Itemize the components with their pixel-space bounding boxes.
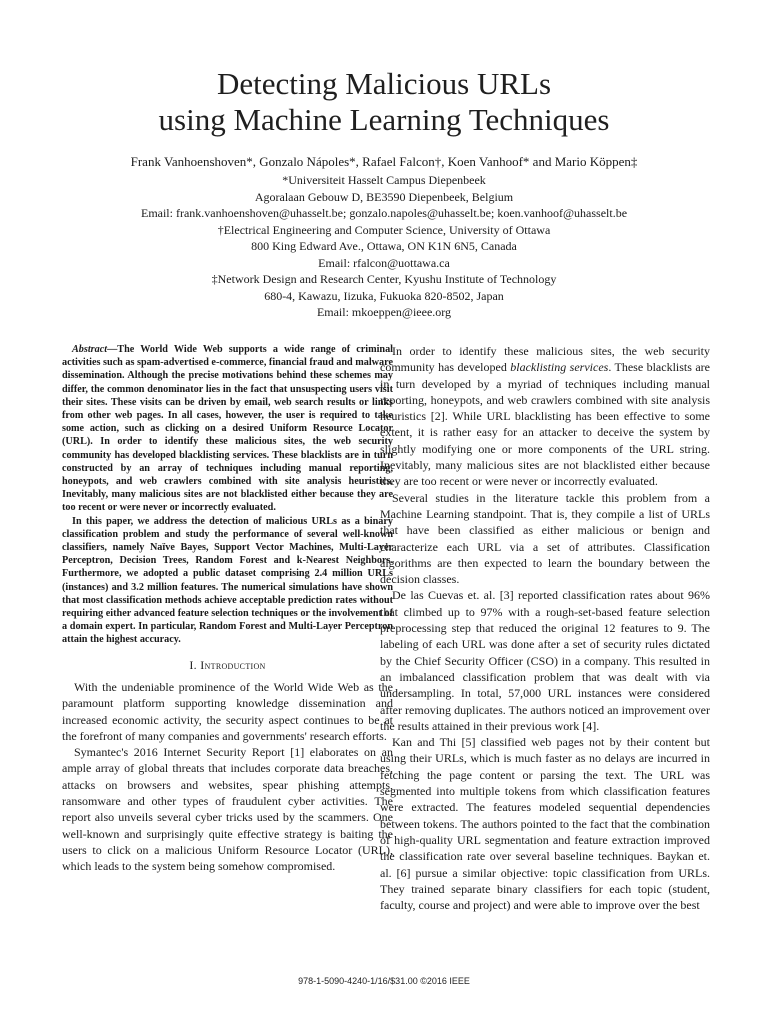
affiliation-line: 680-4, Kawazu, Iizuka, Fukuoka 820-8502, Japan [264, 288, 504, 303]
title-line-2: using Machine Learning Techniques [158, 102, 610, 137]
abstract-paragraph-1 [62, 343, 393, 515]
affiliation-email: Email: frank.vanhoenshoven@uhasselt.be; gonzalo.napoles@uhasselt.be; koen.vanhoof@uhasselt.be [140, 206, 628, 220]
abstract-paragraph-2: In this paper, we address the detection of malicious URLs as a binary classification problem and study the performance of several well-known classifiers, namely Naïve Bayes, Support Vector Machines, Multi-Layer Perceptron, Decision Trees, Random Forest and k-Nearest Neighbors. Furthermore, we adopted a public dataset comprising 2.4 million URLs (instances) and 3.2 million features. The numerical simulations have shown that most classification methods achieve acceptable prediction rates without requiring either advanced feature selection techniques or the involvement of a domain expert. In particular, Random Forest and Multi-Layer Perceptron attain the highest accuracy. [62, 515, 393, 646]
abstract-label: Abstract [72, 344, 108, 355]
body-text: . These blacklists are in turn developed by a myriad of techniques including manual reporting, honeypots, and web crawlers combined with site analysis heuristics [2]. While URL blacklisting has been effective to some extent, it is rather easy for an attacker to deceive the system by slightly modifying one or more components of the URL string. Inevitably, many malicious sites are not blacklisted either because they are too recent or were never or incorrectly evaluated. [380, 360, 710, 489]
affiliation-line: ‡Network Design and Research Center, Kyushu Institute of Technology [211, 272, 557, 286]
body-paragraph: Kan and Thi [5] classified web pages not by their content but using their URLs, which is much faster as no delays are incurred in fetching the page content or parsing the text. The URL was segmented into multiple tokens from which classification features were extracted. The features modeled sequential dependencies between tokens. The authors pointed to the fact that the combination of high-quality URL segmentation and feature extraction improved the classification rate over several baseline techniques. Baykan et. al. [6] pursue a similar objective: topic classification from URLs. They trained separate binary classifiers for each topic (student, faculty, course and project) and were able to improve over the best [380, 735, 710, 913]
body-paragraph: De las Cuevas et. al. [3] reported classification rates about 96% that climbed up to 97% with a rough-set-based feature selection preprocessing step that reduced the original 12 features to 9. The labeling of each URL was done after a set of security rules dictated by the Chief Security Officer (CSO) in a company. This resulted in an imbalanced classification problem that was dealt with via undersampling. In total, 57,000 URL instances were considered after removing duplicates. The authors noticed an improvement over the results attained in their previous work [4]. [380, 588, 710, 733]
body-text: In order to identify these malicious sites, the web security community has developed [380, 344, 710, 375]
left-column [62, 343, 393, 875]
affiliations [0, 172, 768, 321]
affiliation-line: *Universiteit Hasselt Campus Diepenbeek [282, 173, 486, 187]
abstract [62, 343, 393, 647]
title-line-1: Detecting Malicious URLs [216, 66, 552, 101]
section-heading-introduction: I. Introduction [189, 657, 266, 672]
affiliation-line: 800 King Edward Ave., Ottawa, ON K1N 6N5, Canada [251, 239, 517, 253]
body-paragraph: Several studies in the literature tackle this problem from a Machine Learning standpoint. That is, they compile a list of URLs that have been classified as either malicious or benign and characterize each URL via a set of attributes. Classification algorithms are then expected to learn the boundary between the decision classes. [380, 490, 710, 587]
affiliation-line: Agoralaan Gebouw D, BE3590 Diepenbeek, Belgium [254, 189, 514, 204]
body-paragraph: With the undeniable prominence of the World Wide Web as the paramount platform supporting knowledge dissemination and increased economic activity, the security aspect continues to be at the forefront of many companies and governments' research efforts. [62, 679, 393, 743]
abstract-text-1: —The World Wide Web supports a wide range of criminal activities such as spam-advertised e-commerce, financial fraud and malware dissemination. Although the precise motivations behind these schemes may differ, the common denominator lies in the fact that unsuspecting users visit their sites. These visits can be driven by email, web search results or links from other web pages. In all cases, however, the user is required to take some action, such as clicking on a desired Uniform Resource Locator (URL). In order to identify these malicious sites, the web security community has developed blacklisting services. These blacklists are in turn constructed by an array of techniques including manual reporting, honeypots, and web crawlers combined with site analysis heuristics. Inevitably, many malicious sites are not blacklisted either because they are too recent or were never or incorrectly evaluated. [62, 344, 393, 514]
body-paragraph: Symantec's 2016 Internet Security Report [1] elaborates on an ample array of global threats that includes corporate data breaches, attacks on browsers and websites, spear phishing attempts, ransomware and other types of fraudulent cyber activities. The report also unveils several cyber tricks used by the scammers. One well-known and surprisingly quite effective strategy is baiting the users to click on a malicious Uniform Resource Locator (URL), which leads to the system being somehow compromised. [62, 745, 393, 874]
emphasis-term: blacklisting services [510, 360, 609, 375]
author-list: Frank Vanhoenshoven*, Gonzalo Nápoles*, Rafael Falcon†, Koen Vanhoof* and Mario Köppen‡ [130, 154, 638, 169]
right-column [380, 343, 710, 913]
body-paragraph [380, 343, 710, 490]
affiliation-email: Email: rfalcon@uottawa.ca [318, 255, 450, 270]
copyright-footer: 978-1-5090-4240-1/16/$31.00 ©2016 IEEE [298, 976, 470, 986]
paper-title [0, 66, 768, 138]
affiliation-line: †Electrical Engineering and Computer Science, University of Ottawa [217, 222, 551, 237]
affiliation-email: Email: mkoeppen@ieee.org [316, 305, 452, 319]
